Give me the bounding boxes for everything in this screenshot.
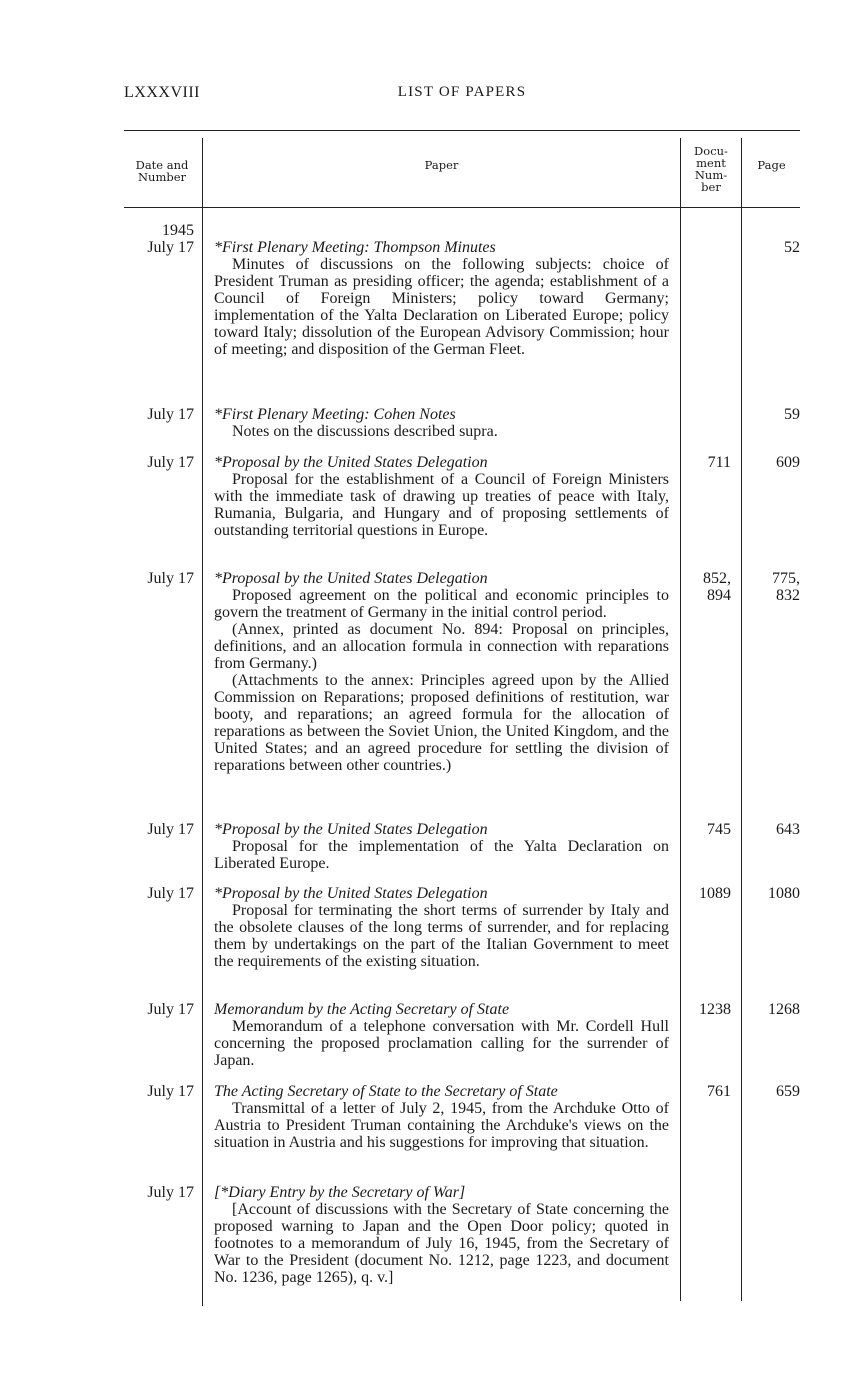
entry-title: *Proposal by the United States Delegation	[214, 821, 488, 838]
entry-description: [Account of discussions with the Secretary of State concerning the proposed warning to Japan and the Open Door policy; quoted in footnotes to a memorandum of July 16, 1945, from the Secretary of War to the President (document No. 1212, page 1223, and document No. 1236, page 1265), q. v.]	[214, 1201, 669, 1286]
column-header-line: Date and	[135, 158, 189, 172]
page-folio: LXXXVIII	[124, 84, 200, 101]
column-divider	[741, 138, 742, 1301]
entry-document-value: 894	[707, 587, 731, 604]
entry-date: July 17	[147, 239, 194, 256]
entry-title: *Proposal by the United States Delegation	[214, 570, 488, 587]
entry-title: *First Plenary Meeting: Thompson Minutes	[214, 239, 496, 256]
entry-paper	[214, 885, 669, 970]
entry-date: July 17	[147, 821, 194, 838]
year-label: 1945	[162, 222, 194, 239]
entry-page-value: 59	[784, 406, 800, 423]
entry-description: Notes on the discussions described supra.	[232, 423, 498, 440]
entry-document-number	[684, 570, 731, 604]
entry-description: Minutes of discussions on the following subjects: choice of President Truman as presiding officer; the agenda; establishment of a Council of Foreign Ministers; policy toward Germany; implementation of the Yalta Declaration on Liberated Europe; policy toward Italy; dissolution of the European Advisory Commission; hour of meeting; and disposition of the German Fleet.	[214, 256, 669, 358]
column-header-document-number	[682, 145, 740, 193]
entry-title: *First Plenary Meeting: Cohen Notes	[214, 406, 456, 423]
running-title: LIST OF PAPERS	[397, 84, 527, 100]
entry-document-number	[684, 1083, 731, 1100]
entry-description: Memorandum of a telephone conversation with Mr. Cordell Hull concerning the proposed proclamation calling for the surrender of Japan.	[214, 1018, 669, 1069]
entry-page	[744, 239, 800, 256]
entry-title: Memorandum by the Acting Secretary of State	[214, 1001, 510, 1018]
entry-page-value: 609	[776, 454, 800, 471]
entry-page-value: 1080	[768, 885, 800, 902]
entry-document-value: 761	[707, 1083, 731, 1100]
entry-date: July 17	[147, 885, 194, 902]
entry-description: Proposal for the establishment of a Council of Foreign Ministers with the immediate task of drawing up treaties of peace with Italy, Rumania, Bulgaria, and Hungary and of proposing settlements of outstanding territorial questions in Europe.	[214, 471, 669, 539]
column-header-line: ment	[696, 156, 726, 170]
entry-document-value: 745	[707, 821, 731, 838]
column-header-line: Number	[137, 170, 187, 184]
entry-document-number	[684, 1001, 731, 1018]
entry-description: Proposal for the implementation of the Yalta Declaration on Liberated Europe.	[214, 838, 669, 872]
entry-page	[744, 821, 800, 838]
entry-page	[744, 885, 800, 902]
entry-description: Transmittal of a letter of July 2, 1945, from the Archduke Otto of Austria to President Truman containing the Archduke's views on the situation in Austria and his suggestions for improving that situation.	[214, 1100, 669, 1151]
entry-document-number	[684, 885, 731, 902]
entry-paper	[214, 1083, 669, 1151]
entry-page-value: 52	[784, 239, 800, 256]
entry-date: July 17	[147, 1184, 194, 1201]
table-header-rule	[124, 207, 800, 208]
column-header-line: Docu-	[694, 144, 728, 158]
entry-document-number	[684, 454, 731, 471]
entry-title: [*Diary Entry by the Secretary of War]	[214, 1184, 466, 1201]
column-divider	[680, 138, 681, 1301]
entry-date: July 17	[147, 570, 194, 587]
entry-document-value: 852,	[703, 570, 731, 587]
entry-date: July 17	[147, 406, 194, 423]
table-top-rule	[124, 130, 800, 131]
entry-date: July 17	[147, 1001, 194, 1018]
entry-page-value: 1268	[768, 1001, 800, 1018]
entry-description: (Annex, printed as document No. 894: Proposal on principles, definitions, and an allocation formula in connection with reparations from Germany.)	[214, 621, 669, 672]
entry-paper	[214, 570, 669, 774]
entry-title: *Proposal by the United States Delegation	[214, 885, 488, 902]
entry-document-number	[684, 821, 731, 838]
entry-document-value: 1089	[699, 885, 731, 902]
entry-paper	[214, 1001, 669, 1069]
column-header-paper: Paper	[424, 158, 459, 172]
entry-description: Proposed agreement on the political and economic principles to govern the treatment of Germany in the initial control period.	[214, 587, 669, 621]
column-header-line: Num-	[694, 168, 728, 182]
entry-paper	[214, 239, 669, 358]
entry-page-value: 832	[776, 587, 800, 604]
column-divider	[202, 138, 203, 1306]
entry-date: July 17	[147, 1083, 194, 1100]
entry-page	[744, 406, 800, 423]
running-head	[124, 84, 800, 106]
entry-paper	[214, 1184, 669, 1286]
entry-paper	[214, 406, 669, 440]
entry-document-value: 1238	[699, 1001, 731, 1018]
entry-page-value: 659	[776, 1083, 800, 1100]
entry-page-value: 775,	[772, 570, 800, 587]
entry-page-value: 643	[776, 821, 800, 838]
entry-page	[744, 1083, 800, 1100]
column-header-page: Page	[757, 158, 786, 172]
entry-page	[744, 570, 800, 604]
entry-paper	[214, 454, 669, 539]
entry-document-value: 711	[707, 454, 731, 471]
entry-description: Proposal for terminating the short terms of surrender by Italy and the obsolete clauses of the long terms of surrender, and for replacing them by undertakings on the part of the Italian Government to meet the requirements of the existing situation.	[214, 902, 669, 970]
entry-page	[744, 454, 800, 471]
column-header-date	[124, 159, 200, 183]
entry-title: The Acting Secretary of State to the Secretary of State	[214, 1083, 558, 1100]
column-header-line: ber	[701, 180, 721, 194]
entry-title: *Proposal by the United States Delegation	[214, 454, 488, 471]
entry-paper	[214, 821, 669, 872]
entry-date: July 17	[147, 454, 194, 471]
entry-page	[744, 1001, 800, 1018]
entry-description: (Attachments to the annex: Principles agreed upon by the Allied Commission on Reparations; proposed definitions of restitution, war booty, and reparations; an agreed formula for the allocation of reparations as between the Soviet Union, the United Kingdom, and the United States; and an agreed procedure for settling the division of reparations between other countries.)	[214, 672, 669, 774]
